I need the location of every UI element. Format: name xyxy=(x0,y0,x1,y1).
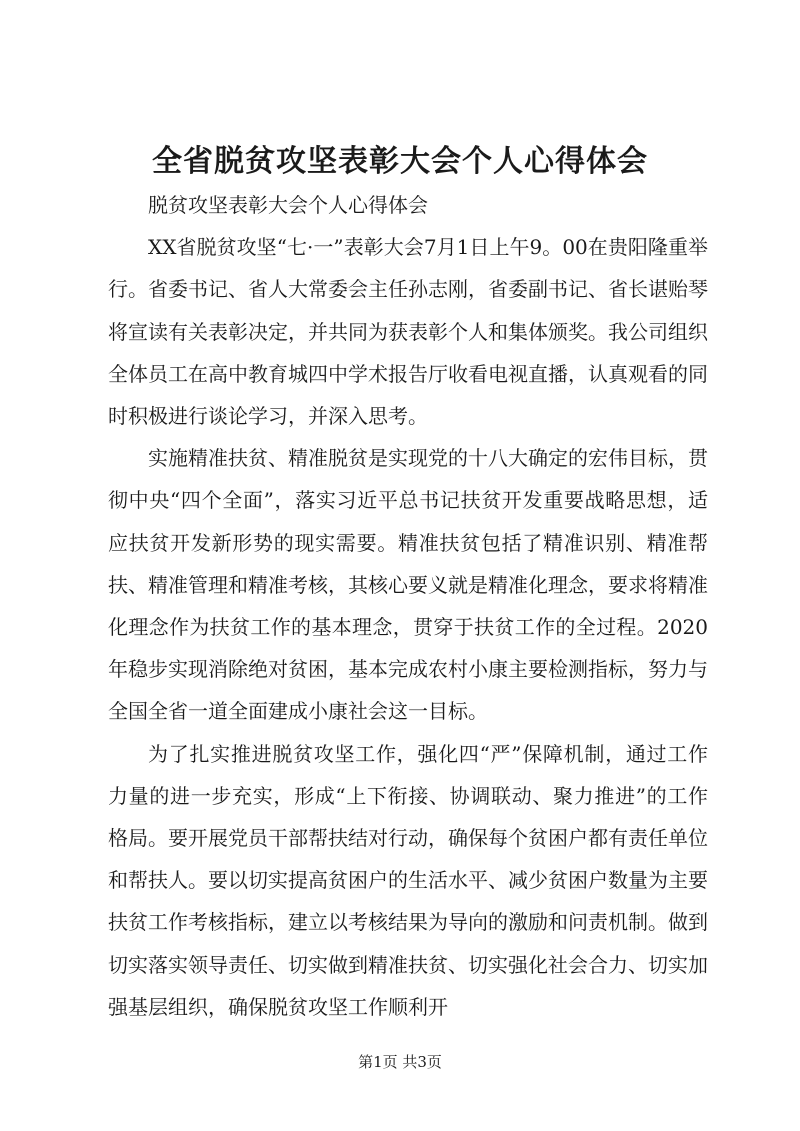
page-number-footer: 第1页 共3页 xyxy=(358,1053,442,1071)
subtitle-paragraph: 脱贫攻坚表彰大会个人心得体会 xyxy=(148,193,428,217)
body-paragraph: 为了扎实推进脱贫攻坚工作，强化四“严”保障机制，通过工作力量的进一步充实，形成“上下衔接、协调联动、聚力推进”的工作格局。要开展党员干部帮扶结对行动，确保每个贫困户都有责任单位和帮扶人。要以切实提高贫困户的生活水平、减少贫困户数量为主要扶贫工作考核指标，建立以考核结果为导向的激励和问责机制。做到切实落实领导责任、切实做到精准扶贫、切实强化社会合力、切实加强基层组织，确保脱贫攻坚工作顺利开 xyxy=(108,741,708,1019)
document-body xyxy=(108,184,708,1028)
body-paragraph: 实施精准扶贫、精准脱贫是实现党的十八大确定的宏伟目标，贯彻中央“四个全面”，落实习近平总书记扶贫开发重要战略思想，适应扶贫开发新形势的现实需要。精准扶贫包括了精准识别、精准帮扶、精准管理和精准考核，其核心要义就是精准化理念，要求将精准化理念作为扶贫工作的基本理念，贯穿于扶贫工作的全过程。2020年稳步实现消除绝对贫困，基本完成农村小康主要检测指标，努力与全国全省一道全面建成小康社会这一目标。 xyxy=(108,446,708,724)
document-title: 全省脱贫攻坚表彰大会个人心得体会 xyxy=(152,144,648,179)
body-paragraph: XX省脱贫攻坚“七·一”表彰大会7月1日上午9。00在贵阳隆重举行。省委书记、省人大常委会主任孙志刚，省委副书记、省长谌贻琴将宣读有关表彰决定，并共同为获表彰个人和集体颁奖。我公司组织全体员工在高中教育城四中学术报告厅收看电视直播，认真观看的同时积极进行谈论学习，并深入思考。 xyxy=(108,235,708,429)
